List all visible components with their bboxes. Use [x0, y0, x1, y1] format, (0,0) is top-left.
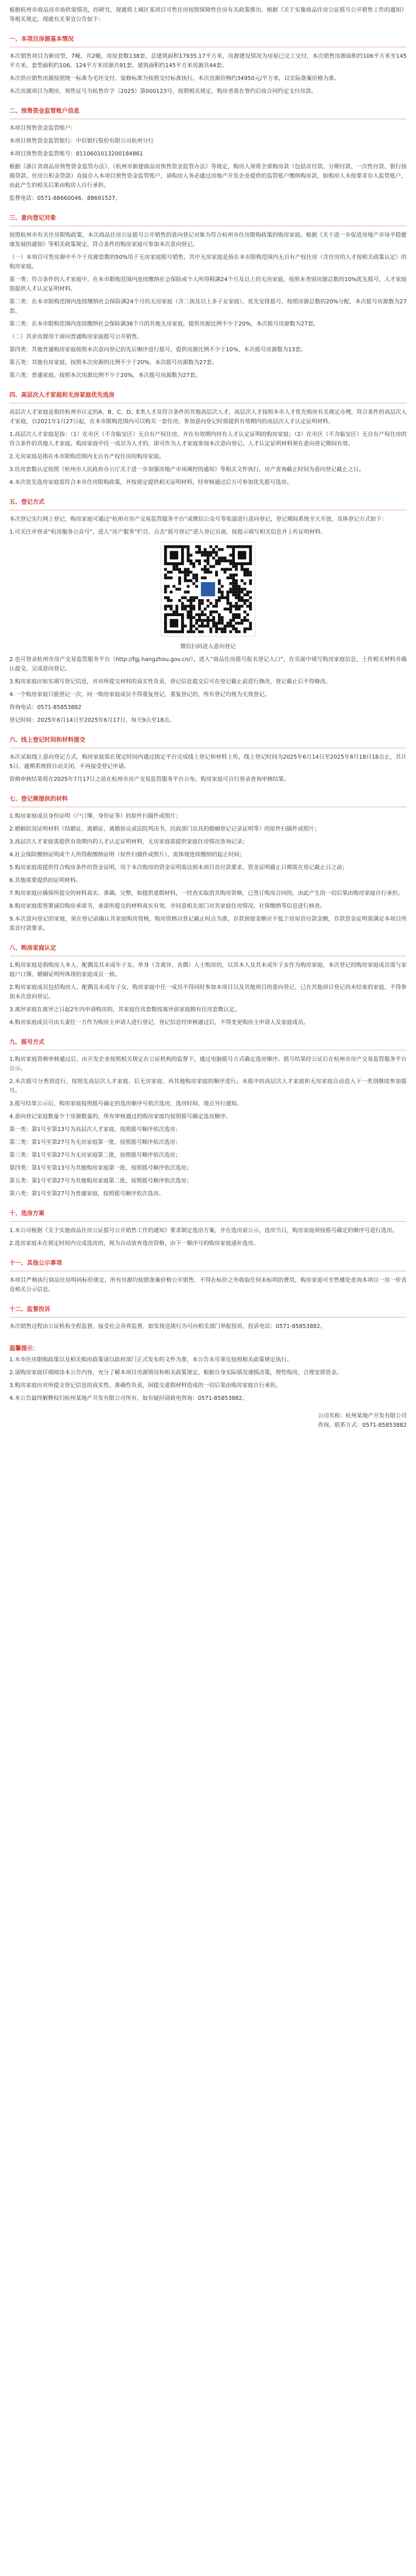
section-paragraph: 2.本次摇号分类别进行，按照先高层次人才家庭、后无房家庭、再其他购房家庭的顺序进行。未摇中的高层次人才家庭和无房家庭自动进入下一类别继续参加摇号。	[9, 1078, 407, 1094]
section-paragraph: 4.社会保险缴纳证明或个人所得税缴纳证明（原件扫描件或照片），需体现连续缴纳的起止时间；	[9, 852, 245, 858]
section-paragraph: 本项目预售资金监管银行：中信银行股份有限公司杭州分行	[9, 138, 154, 144]
section-paragraph: 第二类：在本市限购范围内连续缴纳社会保险满24个月的无房家庭（含二孩及以上多子女家庭），优先安排摇号，按照房源总数的20%分配，本次摇号房源数为27套。	[9, 299, 407, 314]
notice-paragraph: 4.本公告最终解释权归杭州某地产开发有限公司所有，如有疑问请致电咨询：0571-85853882。	[9, 1395, 248, 1402]
section-paragraph: 本次销售项目为新房型，7幢，共2幢，房屋套数138套，总建筑面积17935.17平方米，房源建设情况为房屋已完工交付，本次销售房源面积约106平方米至145平方米，套型面积约106、124平方米房源共91套，建筑面积约145平方米房源共44套。	[9, 53, 407, 69]
section-paragraph: 第五类：第1号至第27号为其他购房家庭第二批，按照摇号顺序依次选房；	[9, 1178, 192, 1184]
section-paragraph: 第五类：其他有房家庭，按照本次房源的比例不少于20%，本次摇号房源数为27套。	[9, 359, 218, 366]
intro-paragraph: 根据杭州市商品房市场供需情况，经研究，现就将上城区某项目可售住房按照保障性住房有关政策推出，根据《关于实施商品住房公证摇号公开销售工作的通知》等相关规定，现就有关事宜公告如下：	[9, 7, 407, 23]
section-title: 五、登记方式	[9, 498, 407, 510]
section-paragraph: 本次房源项目为期房，预售证号为杭售许字（2025）第000123号，按照相关规定，购房者需在签约后按合同约定支付房款。	[9, 88, 317, 95]
section-paragraph: 2.选房家庭未在规定时间内完成选房的，视为自动放弃选房资格，由下一顺序号的购房家庭递补选房。	[9, 1240, 259, 1247]
section-title: 九、摇号方式	[9, 1038, 407, 1050]
notice-paragraphs	[9, 1356, 407, 1403]
section-paragraph: 5.购房家庭需提供符合购房条件的资金证明，用于本次购房的资金证明需达到本项目首付款要求，资金证明截止日期需在登记截止日之前；	[9, 865, 348, 871]
section-paragraph: 按照杭州市有关住房限购政策，本次商品住房公证摇号公开销售的意向登记对象为符合杭州市住房限购政策的购房家庭。根据《关于进一步促进房地产市场平稳健康发展的通知》等相关政策规定，符合条件的购房家庭可参加本次意向登记。	[9, 232, 407, 248]
section-paragraph: 3.住房套数认定按照《杭州市人民政府办公厅关于进一步加强房地产市场调控的通知》等相关文件执行，房产查询截止时间为意向登记截止之日。	[9, 466, 365, 473]
section-paragraph: 4.购房家庭成员可由夫妻任一方作为购房主申请人进行登记，登记信息经审核通过后，不得变更购房主申请人及家庭成员。	[9, 1019, 309, 1026]
qr-code-wrapper	[9, 542, 407, 637]
section-paragraph: 1.可关注并登录“杭房服务公众号”，进入“房产服务”栏目，点击“摇号登记”进入登记页面，按提示填写相关信息并上传证明材料。	[9, 529, 327, 535]
section-paragraph: 4.意向登记家庭数量少于房源数量的，所有审核通过的购房家庭均按照摇号确定选房顺序。	[9, 1114, 231, 1120]
section-paragraph: 1.购房家庭成员身份证明（户口簿、身份证等）的原件扫描件或照片；	[9, 813, 182, 820]
section-title: 四、高层次人才家庭和无房家庭优先选房	[9, 391, 407, 403]
section-paragraph: 2.购房家庭成员包括购房人、配偶及未成年子女，购房家庭中任一成员不得同时参加本项目以及其他项目的意向登记，已在其他项目登记尚未结束的家庭，不得参加本次意向登记。	[9, 984, 407, 1000]
section-10	[9, 1209, 407, 1249]
section-title: 十二、监督投诉	[9, 1305, 407, 1318]
section-1	[9, 35, 407, 96]
notice-paragraph: 2.请购房家庭仔细阅读本公告内容，充分了解本项目房源情况和相关政策规定，根据自身实际情况谨慎决策，理性购房，合理安排资金。	[9, 1370, 342, 1376]
notice-title: 温馨提示：	[9, 1346, 39, 1352]
section-paragraph: 登记时间：2025年6月14日至2025年6月17日，每天9点至18点。	[9, 717, 175, 724]
section-paragraph: 本次销售过程由公证机构全程监督，接受社会各界监督，如发现违规行为可向相关部门举报投诉，投诉电话：0571-85853882。	[9, 1323, 326, 1330]
section-paragraph: 第三类：在本市限购范围内连续缴纳社会保险满36个月的其他无房家庭，提供房源比例不少于20%，本次摇号房源数为27套。	[9, 321, 319, 327]
section-paragraph: 第六类：普通家庭，按照本次房源比例不少于20%，本次摇号房源数为27套。	[9, 372, 201, 379]
section-title: 二、预售资金监管账户信息	[9, 107, 407, 119]
section-title: 七、登记需提供的材料	[9, 795, 407, 807]
section-title: 三、意向登记对象	[9, 214, 407, 226]
notice-paragraph: 1.本市住房限购政策以及相关购房政策请以政府部门正式发布的文件为准，本公告未尽事宜按照相关政策规定执行。	[9, 1357, 293, 1363]
section-paragraph: 2.婚姻状况证明材料（结婚证、离婚证、离婚协议或法院判决书、民政部门出具的婚姻登记记录证明等）的原件扫描件或照片；	[9, 826, 320, 832]
section-title: 六、线上登记时间和材料提交	[9, 736, 407, 748]
sections-container	[9, 35, 407, 1332]
section-paragraph: 根据《浙江省商品房预售资金监管办法》、《杭州市新建商品房预售资金监管办法》等规定，购房人须将全部购房款（包括首付款、分期付款、一次性付款、银行按揭贷款、住房公积金贷款）直接存入本项目预售资金监管账户，请购房人务必通过房地产开发企业提供的监管账户缴纳购房款，如购房人未按要求存入监管账户，由此产生的相关后果由购房人自行承担。	[9, 164, 407, 189]
section-title: 十、选房方案	[9, 1209, 407, 1222]
section-paragraph: 4.本次优先选房家庭需符合本市住房限购政策，并按规定提供相关证明材料，经审核通过后方可参加优先摇号选房。	[9, 479, 293, 486]
company-contact: 咨询，联系方式：0571-85853882	[318, 1422, 407, 1429]
section-title: 十一、其他公示事项	[9, 1259, 407, 1271]
company-name: 公司名称：杭州某地产开发有限公司	[317, 1413, 407, 1419]
section-paragraph: 第二类：第1号至第27号为无房家庭第一批，按照摇号顺序依次选房；	[9, 1139, 181, 1146]
section-paragraph: 3.摇号结果公示后，购房家庭按照摇号确定的选房顺序号依次选房，选房时间、地点另行通知。	[9, 1101, 242, 1107]
section-8	[9, 944, 407, 1028]
section-paragraph: 资格审核结果将在2025年7月17日之前在杭州市房产交易监管服务平台公布，购房家庭可自行登录查询审核结果。	[9, 776, 290, 783]
section-paragraph: 本次供应销售房源按照统一标准为毛坯交付，装修标准为按照交付标准执行。本次房源价格约34950元/平方米，以实际备案价格为准。	[9, 75, 340, 82]
section-paragraph: 第四类：其他普通购房家庭按照本次意向登记的先后顺序进行摇号，提供房源比例不少于10%，本次摇号房源数为13套。	[9, 347, 307, 353]
section-paragraph: 8.购房家庭需签署诚信购房承诺书，承诺所提交的材料真实有效，并同意相关部门对其家庭住房情况、社保缴纳等信息进行核查。	[9, 903, 326, 910]
section-paragraph: 3.购房家庭应如实填写登记信息，并对所提交材料的真实性负责，登记信息提交后可在登记截止前进行修改，登记截止后不得修改。	[9, 679, 331, 685]
section-paragraph: 1.本公司根据《关于实施商品住房公证摇号公开销售工作的通知》要求制定选房方案，并在选房前公示，选房当日，购房家庭须按摇号确定的顺序号进行选房。	[9, 1228, 398, 1234]
section-paragraph: 1.购房家庭资格审核通过后，由开发企业按照相关规定在公证机构的监督下，通过电脑摇号方式确定选房顺序。摇号结果经公证后在杭州市房产交易监管服务平台公示。	[9, 1056, 407, 1072]
qr-code-icon	[161, 542, 255, 636]
section-paragraph: 本项目严格执行商品住房明码标价规定，所有房源均按照备案价格公开销售，不得在标价之外收取任何未标明的费用，购房家庭可至售楼处查询本项目一房一价表及相关公示信息。	[9, 1277, 407, 1293]
notice	[9, 1343, 407, 1403]
section-paragraph: 第四类：第1号至第13号为其他购房家庭第一批，按照摇号顺序依次选房；	[9, 1165, 192, 1171]
section-paragraph: 咨询电话：0571-85853882	[9, 704, 82, 711]
section-paragraph: 高层次人才家庭是指经杭州市认定的A、B、C、D、E类人才及符合条件的其他高层次人才，高层次人才按照本市人才优先购房有关规定办理，符合条件的高层次人才家庭，自2021年1月27日起，在本市限购范围内可以购买一套住房，参加意向登记时需提供有效期内的高层次人才认定证明材料。	[9, 409, 407, 425]
section-4	[9, 391, 407, 487]
section-paragraph: 3.高层次人才家庭需提供有效期内的人才认定证明材料，无房家庭需提供家庭住房情况查询记录；	[9, 839, 248, 845]
section-paragraph: 2.也可登录杭州市房产交易监管服务平台（http://fgj.hangzhou.gov.cn/），进入“商品住房摇号报名登记入口”，在页面中填写购房家庭信息、上传相关材料并确认提交，完成意向登记。	[9, 656, 407, 672]
section-paragraph: 4.一个购房家庭只能登记一次，同一购房家庭成员不得重复登记，重复登记的，所有登记均视为无效登记。	[9, 691, 271, 698]
section-paragraph: 2.无房家庭是指在本市限购范围内无自有产权住房的购房家庭。	[9, 454, 165, 460]
section-paragraph: 3.离异家庭在离异之日起2年内申请购房的，其家庭住房套数按离异前家庭拥有住房套数认定。	[9, 1007, 241, 1013]
section-paragraph: 第一类：第1号至第13号为高层次人才家庭，按照摇号顺序依次选房；	[9, 1126, 181, 1133]
section-paragraph: 1.高层次人才家庭是指：（1）在市区（不含临安区）无自有产权住房，并在有效期内持有人才认定证明的购房家庭；（2）在市区（不含临安区）无自有产权住房的符合条件的其他人才家庭。购房家庭中任一成员为人才的，即可作为人才家庭参加本次意向登记。人才认定证明材料须在意向登记期间有效。	[9, 431, 407, 447]
section-title: 八、购房家庭认定	[9, 944, 407, 956]
signature-block	[9, 1412, 407, 1430]
section-2	[9, 107, 407, 203]
section-title: 一、本项目房源基本情况	[9, 35, 407, 47]
qr-caption: 微信扫码进入意向登记	[180, 644, 236, 650]
section-paragraph: 本次登记实行网上登记，购房家庭可通过“杭州市房产交易监管服务平台”或微信公众号等渠道进行意向登记，登记期间系统全天开放，具体登记方式如下：	[9, 516, 387, 523]
section-paragraph: （一）本项目可售房源中不少于房源套数的50%用于无房家庭摇号销售，其中无房家庭是指在本市限购范围内无自有产权住房（含住房的人才按相关政策认定）的购房家庭。	[9, 254, 407, 270]
section-paragraph: （二）其余房源用于面向普通购房家庭摇号公开销售。	[9, 334, 143, 340]
notice-paragraph: 3.购房家庭应对所提交登记信息的真实性、准确性负责，因提交虚假材料造成的一切后果由购房家庭自行承担。	[9, 1382, 282, 1389]
section-paragraph: 本项目预售资金监管账户：	[9, 125, 77, 132]
section-9	[9, 1038, 407, 1199]
section-paragraph: 7.购房家庭应确保所提交的材料真实、准确、完整，如提供虚假材料，一经查实取消其购房资格，已签订购房合同的，由此产生的一切后果由购房家庭自行承担。	[9, 890, 404, 897]
section-paragraph: 1.购房家庭是指购房人本人、配偶及其未成年子女。单身（含离异、丧偶）人士购房的，以其本人及其未成年子女作为购房家庭，本次登记的购房家庭成员需与家庭户口簿、婚姻证明所体现的家庭成员一致。	[9, 962, 407, 978]
section-paragraph: 9.本次意向登记的家庭，须在登记前确认其家庭购房资格，购房资格以登记截止时点为准，存款预留金额应不低于房屋首付款金额，存款资金证明需满足本项目所需首付款要求。	[9, 916, 407, 932]
section-paragraph: 本次采取线上意向登记方式，购房家庭需在规定时间内通过指定平台完成线上登记和材料上传，线上登记时间为2025年6月14日至2025年6月18日18点止，共计5日，逾期系统将自动关闭，不再接受登记申请。	[9, 754, 407, 770]
section-paragraph: 第一类：符合条件的人才家庭中，在本市限购范围内连续缴纳社会保险或个人所得税满24个月及以上的无房家庭，按照本类别房源总数的10%优先摇号，人才家庭需提供人才认定证明材料。	[9, 276, 407, 292]
section-7	[9, 795, 407, 933]
section-6	[9, 736, 407, 784]
section-paragraph: 第六类：第1号至第27号为普通家庭，按照摇号顺序依次选房。	[9, 1191, 165, 1197]
section-paragraph: 6.其他需要提供的证明材料。	[9, 877, 82, 884]
section-12	[9, 1305, 407, 1332]
section-11	[9, 1259, 407, 1295]
section-5	[9, 498, 407, 725]
section-paragraph: 本项目预售资金监管账号：8110601013200184861	[9, 151, 143, 157]
section-3	[9, 214, 407, 381]
qr-code-image[interactable]	[161, 542, 255, 637]
section-paragraph: 第三类：第1号至第27号为无房家庭第二批，按照摇号顺序依次选房；	[9, 1152, 181, 1159]
section-paragraph: 监督电话：0571-88660046、88691527。	[9, 195, 121, 202]
